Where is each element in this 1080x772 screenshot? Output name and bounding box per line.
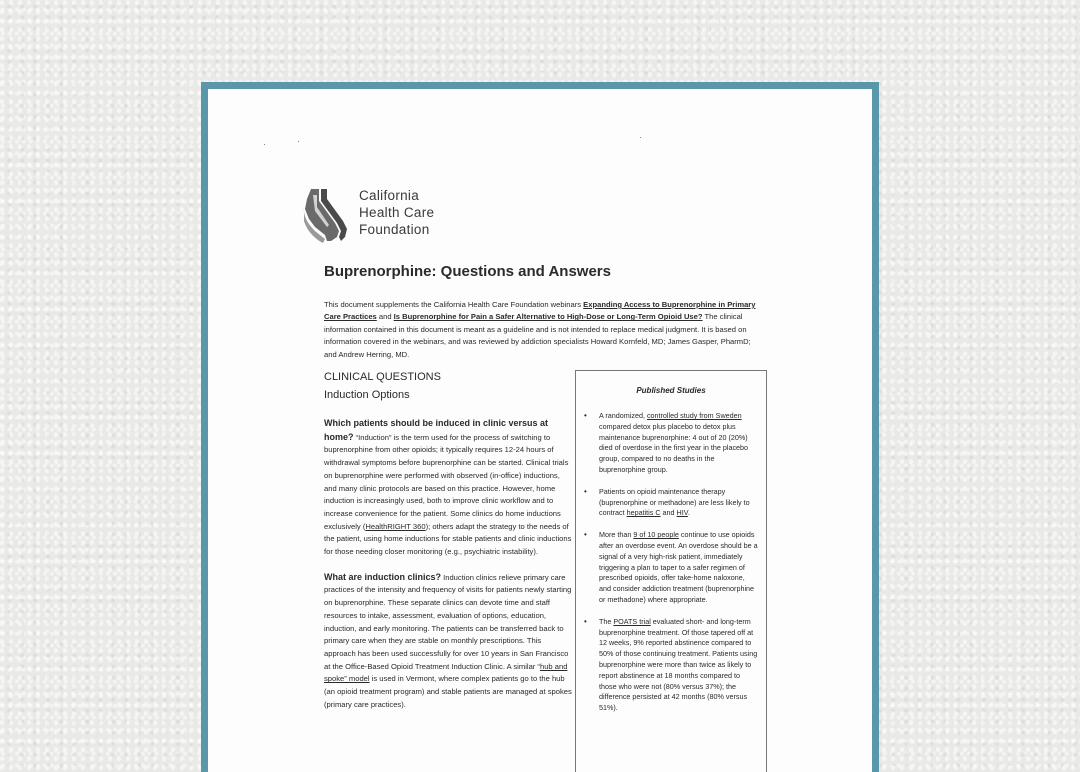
document-page (208, 89, 872, 772)
list-item (576, 411, 766, 476)
webinar-link-1[interactable]: Expanding Access to Buprenorphine in Primary Care Practices (324, 300, 756, 322)
poats-trial-link[interactable]: POATS trial (613, 616, 651, 626)
nine-of-ten-link[interactable]: 9 of 10 people (633, 530, 679, 540)
question-2: What are induction clinics? (324, 571, 442, 582)
hepatitis-c-link[interactable]: hepatitis C (626, 508, 661, 518)
list-item (576, 487, 766, 519)
hub-and-spoke-link[interactable]: hub and spoke” model (324, 661, 568, 684)
bullet-icon: • (584, 411, 587, 420)
study-3-post: continue to use opioids after an overdose event. An overdose should be a signal of a very high-risk patient, immediately triggering a plan to taper to a safer regimen of prescribed opioids, offer take-home naloxone, and consider addiction treatment (buprenorphine or methadone) where appropriate. (599, 530, 758, 604)
intro-paragraph (324, 299, 756, 361)
sidebar-title: Published Studies (636, 386, 706, 395)
answer-2-part-2: is used in Vermont, where complex patients go to the hub (an opioid treatment program) and stable patients are managed at spokes (primary care practices). (324, 674, 572, 709)
study-4-post: evaluated short- and long-term buprenorphine treatment. Of those tapered off at 12 weeks, 9% reported abstinence compared to 50% of those continuing treatment. Patients using buprenorphine were more than twice as likely to report abstinence at 18 months compared to those who were not (80% versus 37%); the difference persisted at 42 months (80% versus 51%). (599, 616, 758, 713)
study-2-post: . (687, 508, 690, 518)
qa-item (324, 571, 572, 712)
section-heading: CLINICAL QUESTIONS (324, 371, 441, 383)
main-column (324, 417, 572, 723)
webinar-link-2[interactable]: Is Buprenorphine for Pain a Safer Alternative to High-Dose or Long-Term Opioid Use? (393, 312, 703, 322)
logo-line-3: Foundation (359, 222, 430, 237)
logo-line-2: Health Care (359, 205, 435, 220)
question-1: Which patients should be induced in clinic versus at home? (324, 418, 549, 442)
sweden-study-link[interactable]: controlled study from Sweden (646, 411, 742, 420)
answer-1-part-2: ); others adapt the strategy to the needs of the patient, using home inductions for stable patients and clinic inductions for those needing closer monitoring (e.g., psychiatric instability). (324, 521, 572, 557)
study-2-pre: Patients on opioid maintenance therapy (buprenorphine or methadone) are less likely to contract (599, 486, 750, 518)
study-3-pre: More than (599, 530, 634, 540)
intro-text-2: and (376, 312, 394, 322)
hiv-link[interactable]: HIV (676, 508, 688, 518)
study-4-pre: The (599, 616, 614, 626)
study-2-mid: and (660, 508, 677, 518)
intro-text-3: The clinical information contained in this document is meant as a guideline and is not intended to replace medical judgment. It is based on information covered in the webinars, and was reviewed by addiction specialists Howard Kornfeld, MD; James Gasper, PharmD; and Andrew Herring, MD. (324, 312, 751, 359)
study-1-post: compared detox plus placebo to detox plus maintenance buprenorphine: 4 out of 20 (20%) died of overdose in the first year in the placebo group, compared to no deaths in the buprenorphine group. (599, 421, 749, 474)
logo-line-1: California (359, 188, 420, 203)
chcf-logo (301, 187, 451, 247)
published-studies-box (575, 370, 767, 772)
bullet-icon: • (584, 530, 587, 540)
healthright-link[interactable]: HealthRIGHT 360 (365, 521, 426, 531)
document-frame (201, 82, 879, 772)
list-item (576, 617, 766, 714)
answer-2-part-1: Induction clinics relieve primary care practices of the intensity and frequency of visits for patients newly starting on buprenorphine. These separate clinics can devote time and staff resources to intake, assessment, evaluation of options, education, induction, and early monitoring. The patients can be transferred back to primary care when they are stable on monthly prescriptions. This approach has been used successfully for over 10 years in San Francisco at the Office-Based Opioid Treatment Induction Clinic. A similar “ (324, 572, 572, 671)
studies-list (576, 411, 766, 714)
document-title: Buprenorphine: Questions and Answers (324, 263, 611, 280)
study-1-pre: A randomized, (599, 411, 647, 420)
qa-item (324, 417, 572, 559)
california-map-icon (301, 187, 353, 245)
bullet-icon: • (584, 616, 587, 626)
intro-text-1: This document supplements the California Health Care Foundation webinars (324, 300, 584, 309)
subsection-heading: Induction Options (324, 389, 410, 401)
list-item (576, 530, 766, 606)
bullet-icon: • (584, 486, 587, 496)
answer-1-part-1: “Induction” is the term used for the process of switching to buprenorphine from other opioids; it typically requires 12-24 hours of withdrawal symptoms before buprenorphine can be started. Clinical trials on buprenorphine were performed with observed (in-office) inductions, and many clinic protocols are based on this practice. However, home induction is increasingly used, both to improve clinic workflow and to increase convenience for the patient. Some clinics do home inductions exclusively ( (324, 432, 569, 531)
